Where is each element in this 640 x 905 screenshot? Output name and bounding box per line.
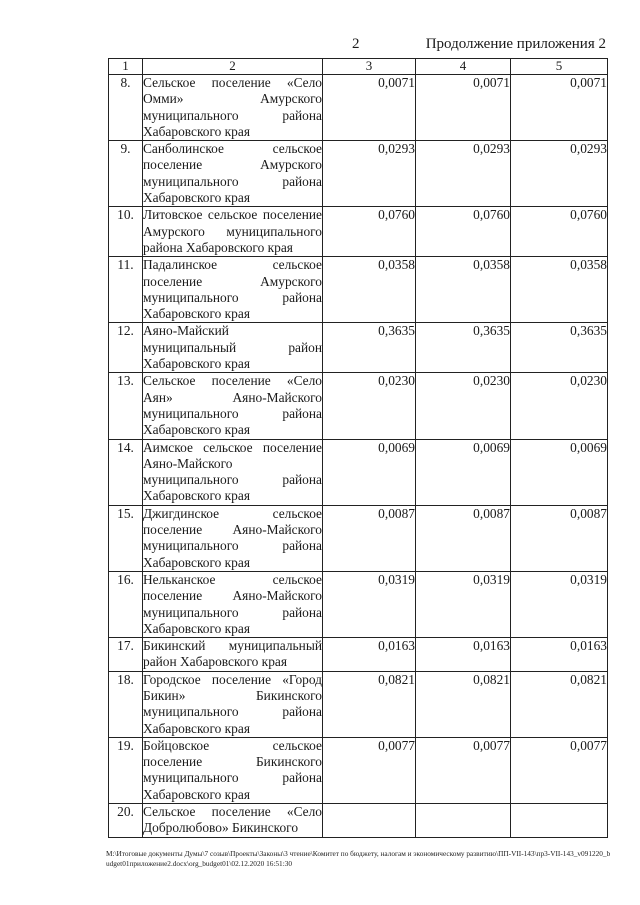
table-row [109, 141, 608, 207]
municipality-name: Санболинское сельское поселение Амурского муниципального района Хабаровского края [143, 141, 322, 206]
table-row [109, 638, 608, 672]
value-col-3: 0,0319 [323, 571, 416, 637]
table-row [109, 671, 608, 737]
table-row [109, 571, 608, 637]
value-col-3: 0,0071 [323, 75, 416, 141]
table-row [109, 323, 608, 373]
distribution-table [108, 58, 608, 838]
table-row [109, 373, 608, 439]
municipality-name: Аимское сельское поселение Аяно-Майского муниципального района Хабаровского края [143, 439, 322, 504]
value-col-5: 0,0821 [511, 671, 608, 737]
value-col-4: 0,3635 [416, 323, 511, 373]
value-col-3: 0,0077 [323, 737, 416, 803]
value-col-3: 0,0230 [323, 373, 416, 439]
row-number: 8. [109, 75, 143, 141]
value-col-3 [323, 804, 416, 838]
value-col-5: 0,0087 [511, 505, 608, 571]
municipality-name: Бикинский муниципальный район Хабаровского края [143, 638, 322, 670]
row-number: 9. [109, 141, 143, 207]
value-col-4: 0,0821 [416, 671, 511, 737]
municipality-name: Падалинское сельское поселение Амурского муниципального района Хабаровского края [143, 257, 322, 322]
row-number: 20. [109, 804, 143, 838]
column-number-row [109, 59, 608, 75]
table-row [109, 804, 608, 838]
row-number: 14. [109, 439, 143, 505]
table-row [109, 505, 608, 571]
value-col-5 [511, 804, 608, 838]
value-col-5: 0,3635 [511, 323, 608, 373]
page-number: 2 [352, 36, 360, 52]
value-col-5: 0,0230 [511, 373, 608, 439]
row-number: 17. [109, 638, 143, 672]
value-col-3: 0,0069 [323, 439, 416, 505]
value-col-4 [416, 804, 511, 838]
table-row [109, 75, 608, 141]
value-col-4: 0,0071 [416, 75, 511, 141]
row-number: 13. [109, 373, 143, 439]
municipality-name: Городское поселение «Город Бикин» Бикинского муниципального района Хабаровского края [143, 671, 322, 736]
row-number: 19. [109, 737, 143, 803]
row-number: 16. [109, 571, 143, 637]
column-header: 2 [143, 59, 323, 75]
value-col-3: 0,0760 [323, 207, 416, 257]
value-col-5: 0,0319 [511, 571, 608, 637]
value-col-5: 0,0071 [511, 75, 608, 141]
value-col-3: 0,0163 [323, 638, 416, 672]
value-col-4: 0,0077 [416, 737, 511, 803]
value-col-4: 0,0230 [416, 373, 511, 439]
value-col-4: 0,0358 [416, 257, 511, 323]
file-path-footer: M:\Итоговые документы Думы\7 созыв\Проекты\Законы\3 чтение\Комитет по бюджету, налогам и экономическому развитию\ПП-VII-143\пр3-VII-143_v091220_budget01приложение2.docx\org_budget01\02.12.2020 16:51:30 [106, 849, 611, 868]
row-number: 12. [109, 323, 143, 373]
value-col-5: 0,0358 [511, 257, 608, 323]
continuation-label: Продолжение приложения 2 [425, 36, 606, 52]
column-header: 1 [109, 59, 143, 75]
row-number: 15. [109, 505, 143, 571]
municipality-name: Бойцовское сельское поселение Бикинского муниципального района Хабаровского края [143, 737, 322, 802]
municipality-name: Сельское поселение «Село Добролюбово» Бикинского [143, 804, 322, 836]
value-col-5: 0,0293 [511, 141, 608, 207]
column-header: 5 [511, 59, 608, 75]
value-col-3: 0,0087 [323, 505, 416, 571]
municipality-name: Сельское поселение «Село Омми» Амурского муниципального района Хабаровского края [143, 75, 322, 139]
value-col-4: 0,0087 [416, 505, 511, 571]
value-col-4: 0,0319 [416, 571, 511, 637]
value-col-4: 0,0069 [416, 439, 511, 505]
column-header: 4 [416, 59, 511, 75]
value-col-3: 0,0293 [323, 141, 416, 207]
value-col-3: 0,0358 [323, 257, 416, 323]
value-col-4: 0,0760 [416, 207, 511, 257]
municipality-name: Джигдинское сельское поселение Аяно-Майского муниципального района Хабаровского края [143, 505, 322, 570]
value-col-5: 0,0077 [511, 737, 608, 803]
row-number: 18. [109, 671, 143, 737]
table-row [109, 257, 608, 323]
table-row [109, 439, 608, 505]
column-header: 3 [323, 59, 416, 75]
value-col-5: 0,0760 [511, 207, 608, 257]
value-col-5: 0,0069 [511, 439, 608, 505]
table-row [109, 737, 608, 803]
municipality-name: Сельское поселение «Село Аян» Аяно-Майского муниципального района Хабаровского края [143, 373, 322, 438]
row-number: 10. [109, 207, 143, 257]
value-col-5: 0,0163 [511, 638, 608, 672]
municipality-name: Литовское сельское поселение Амурского муниципального района Хабаровского края [143, 207, 322, 255]
value-col-4: 0,0293 [416, 141, 511, 207]
municipality-name: Нельканское сельское поселение Аяно-Майского муниципального района Хабаровского края [143, 571, 322, 636]
value-col-3: 0,3635 [323, 323, 416, 373]
row-number: 11. [109, 257, 143, 323]
table-row [109, 207, 608, 257]
value-col-3: 0,0821 [323, 671, 416, 737]
value-col-4: 0,0163 [416, 638, 511, 672]
municipality-name: Аяно-Майский муниципальный район Хабаровского края [143, 323, 322, 372]
